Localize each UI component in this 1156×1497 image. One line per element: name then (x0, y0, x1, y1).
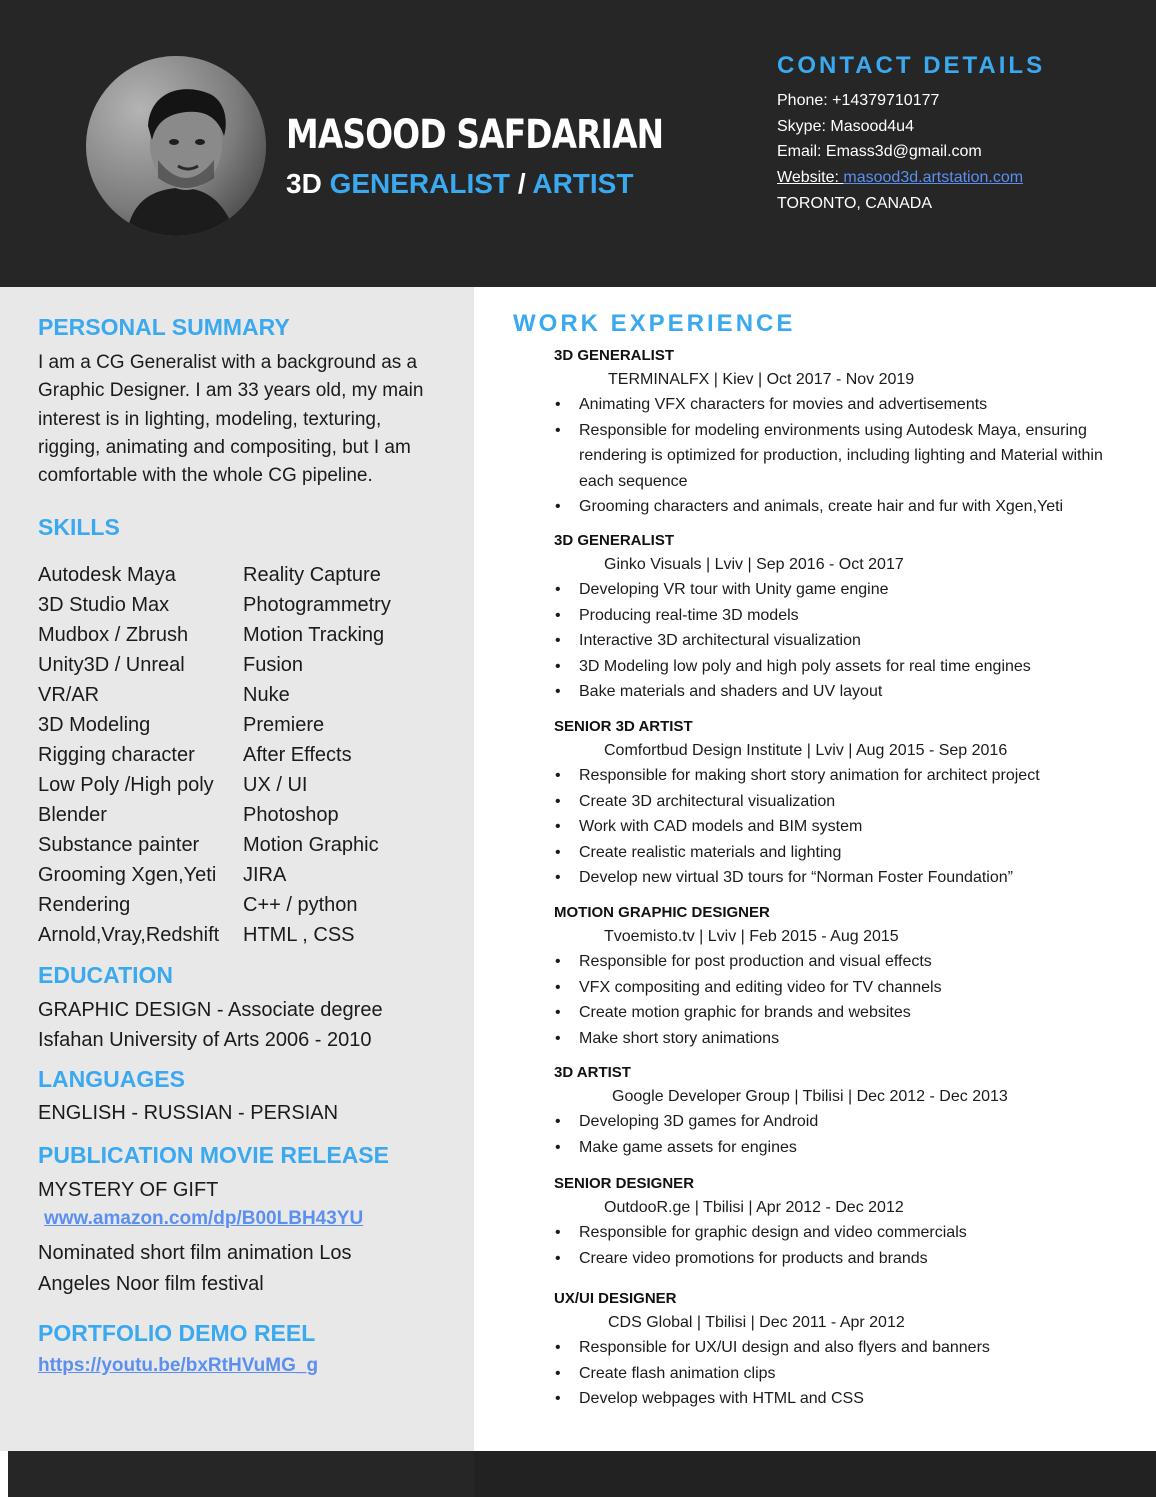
job-title: 3D GENERALIST (554, 347, 675, 364)
skill-item: Low Poly /High poly (38, 774, 214, 796)
summary-heading: PERSONAL SUMMARY (38, 314, 290, 340)
job-bullet: • Create 3D architectural visualization (579, 789, 1134, 815)
languages-text: ENGLISH - RUSSIAN - PERSIAN (38, 1102, 339, 1124)
job-bullet: • Create motion graphic for brands and websites (579, 1000, 1134, 1026)
skill-item: Photoshop (243, 804, 339, 826)
publication-note: Nominated short film animation Los Angeles Noor film festival (38, 1242, 352, 1295)
job-bullet: • Create flash animation clips (579, 1361, 1134, 1387)
skills-list (38, 560, 463, 950)
job-company-meta: Tvoemisto.tv | Lviv | Feb 2015 - Aug 2015 (604, 928, 899, 945)
skill-item: Substance painter (38, 834, 200, 856)
job-bullet: • Make game assets for engines (579, 1135, 1134, 1161)
job-title: UX/UI DESIGNER (554, 1290, 677, 1307)
skill-item: 3D Modeling (38, 714, 151, 736)
website-sep: : (834, 169, 844, 187)
portfolio-link[interactable]: https://youtu.be/bxRtHVuMG_g (38, 1355, 319, 1376)
role-artist: ARTIST (532, 168, 634, 199)
skill-item: Rendering (38, 894, 131, 916)
job-bullet: • Responsible for making short story animation for architect project (579, 763, 1134, 789)
education-text (38, 995, 383, 1055)
email-label: Email: (777, 143, 826, 161)
skill-item: Blender (38, 804, 107, 826)
summary-text: I am a CG Generalist with a background as a Graphic Designer. I am 33 years old, my main interest is in lighting, modeling, texturing, rigging, animating and compositing, but I am comfortable with the whole CG pipeline. (38, 352, 424, 487)
skill-item: Unity3D / Unreal (38, 654, 185, 676)
contact-skype: Skype: Masood4u4 (777, 117, 914, 135)
work-heading: WORK EXPERIENCE (513, 310, 796, 337)
skill-item: Autodesk Maya (38, 564, 176, 586)
role-separator: / (510, 168, 533, 199)
skill-item: Fusion (243, 654, 304, 676)
job-title: MOTION GRAPHIC DESIGNER (554, 904, 770, 921)
education-degree: GRAPHIC DESIGN - Associate degree (38, 999, 383, 1021)
job-bullet: • Create realistic materials and lighting (579, 840, 1134, 866)
job-bullet: • Grooming characters and animals, create hair and fur with Xgen,Yeti (579, 494, 1134, 520)
job-bullets (554, 949, 1134, 1051)
job-title: SENIOR 3D ARTIST (554, 718, 693, 735)
publication-heading: PUBLICATION MOVIE RELEASE (38, 1142, 389, 1168)
skill-item: Grooming Xgen,Yeti (38, 864, 217, 886)
job-bullets (554, 392, 1134, 520)
education-school: Isfahan University of Arts 2006 - 2010 (38, 1029, 372, 1051)
job-bullet: • Develop webpages with HTML and CSS (579, 1386, 1134, 1412)
job-entry (554, 530, 1134, 705)
languages-heading: LANGUAGES (38, 1066, 185, 1092)
job-bullet: • Responsible for UX/UI design and also flyers and banners (579, 1335, 1134, 1361)
publication-movie: MYSTERY OF GIFT (38, 1179, 219, 1201)
job-company-meta: OutdooR.ge | Tbilisi | Apr 2012 - Dec 2012 (604, 1199, 904, 1216)
job-bullet: • Develop new virtual 3D tours for “Norman Foster Foundation” (579, 865, 1134, 891)
job-company-meta: CDS Global | Tbilisi | Dec 2011 - Apr 2012 (608, 1314, 905, 1331)
skill-item: Photogrammetry (243, 594, 391, 616)
job-entry (554, 1173, 1134, 1271)
job-bullet: • Developing VR tour with Unity game engine (579, 577, 1134, 603)
publication-link[interactable]: www.amazon.com/dp/B00LBH43YU (44, 1208, 364, 1229)
skill-item: Nuke (243, 684, 290, 706)
job-company-meta: TERMINALFX | Kiev | Oct 2017 - Nov 2019 (608, 371, 915, 388)
profile-photo (86, 56, 266, 236)
job-bullet: • Responsible for post production and visual effects (579, 949, 1134, 975)
skill-item: Mudbox / Zbrush (38, 624, 189, 646)
skill-item: Reality Capture (243, 564, 381, 586)
portfolio-heading: PORTFOLIO DEMO REEL (38, 1320, 316, 1346)
job-entry (554, 1288, 1134, 1412)
job-bullets (554, 1109, 1134, 1160)
role-prefix: 3D (286, 168, 330, 199)
job-bullet: • Bake materials and shaders and UV layout (579, 679, 1134, 705)
contact-website-row (777, 165, 1045, 191)
job-title: SENIOR DESIGNER (554, 1175, 695, 1192)
skill-item: HTML , CSS (243, 924, 355, 946)
skill-item: Motion Graphic (243, 834, 379, 856)
job-bullets (554, 1220, 1134, 1271)
website-link[interactable]: masood3d.artstation.com (843, 169, 1024, 187)
skill-item: Premiere (243, 714, 325, 736)
job-title: 3D ARTIST (554, 1064, 631, 1081)
job-title: 3D GENERALIST (554, 532, 675, 549)
job-entry (554, 1062, 1134, 1160)
job-bullet: • Work with CAD models and BIM system (579, 814, 1134, 840)
role-generalist: GENERALIST (329, 168, 511, 199)
education-heading: EDUCATION (38, 962, 174, 988)
job-bullets (554, 763, 1134, 891)
job-company-meta: Google Developer Group | Tbilisi | Dec 2012 - Dec 2013 (612, 1088, 1008, 1105)
contact-phone: Phone: +14379710177 (777, 92, 940, 109)
skill-item: JIRA (243, 864, 287, 886)
contact-details (777, 52, 1045, 217)
job-company-meta: Comfortbud Design Institute | Lviv | Aug 2015 - Sep 2016 (604, 742, 1008, 759)
job-entry (554, 902, 1134, 1051)
header-band (0, 0, 1156, 287)
contact-location: TORONTO, CANADA (777, 194, 932, 212)
skills-heading: SKILLS (38, 514, 120, 540)
footer-band-left (8, 1451, 474, 1497)
contact-heading: CONTACT DETAILS (777, 52, 1046, 79)
job-bullet: • Creare video promotions for products and brands (579, 1246, 1134, 1272)
job-bullet: • Interactive 3D architectural visualization (579, 628, 1134, 654)
footer-band-right (474, 1451, 1156, 1497)
job-bullet: • 3D Modeling low poly and high poly assets for real time engines (579, 654, 1134, 680)
website-label: Website (777, 169, 835, 187)
skill-item: VR/AR (38, 684, 100, 706)
portrait-image (86, 56, 266, 236)
skill-item: Motion Tracking (243, 624, 385, 646)
job-company-meta: Ginko Visuals | Lviv | Sep 2016 - Oct 2017 (604, 556, 904, 573)
contact-email-row (777, 139, 1045, 165)
skill-item: After Effects (243, 744, 352, 766)
skill-item: UX / UI (243, 774, 308, 796)
job-bullets (554, 1335, 1134, 1412)
skill-item: C++ / python (243, 894, 358, 916)
job-bullet: • Animating VFX characters for movies and advertisements (579, 392, 1134, 418)
job-bullet: • VFX compositing and editing video for TV channels (579, 975, 1134, 1001)
contact-email[interactable]: Emass3d@gmail.com (825, 143, 982, 161)
skill-item: 3D Studio Max (38, 594, 170, 616)
job-bullets (554, 577, 1134, 705)
job-bullet: • Developing 3D games for Android (579, 1109, 1134, 1135)
skill-item: Rigging character (38, 744, 195, 766)
job-entry (554, 716, 1134, 891)
job-bullet: • Responsible for modeling environments using Autodesk Maya, ensuring rendering is optimized for production, including lighting and Material within each sequence (579, 418, 1134, 495)
job-entry (554, 345, 1134, 520)
job-role-title (286, 168, 633, 200)
skill-item: Arnold,Vray,Redshift (38, 924, 220, 946)
job-bullet: • Responsible for graphic design and video commercials (579, 1220, 1134, 1246)
job-bullet: • Producing real-time 3D models (579, 603, 1134, 629)
job-bullet: • Make short story animations (579, 1026, 1134, 1052)
candidate-name: MASOOD SAFDARIAN (286, 112, 664, 158)
